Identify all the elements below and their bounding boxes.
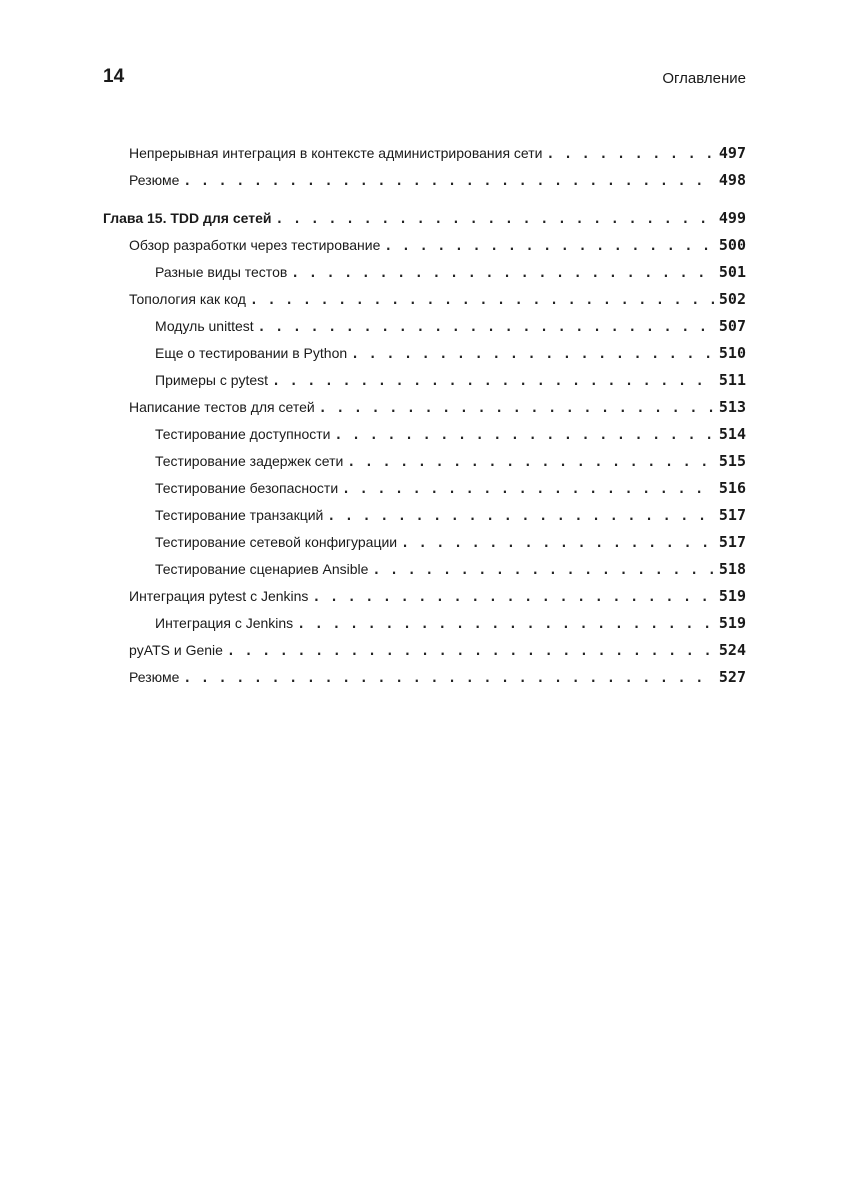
toc-entry-title: Тестирование безопасности bbox=[155, 480, 339, 496]
toc-entry-page-number: 517 bbox=[718, 533, 746, 551]
dot-leader bbox=[297, 611, 715, 638]
toc-entry-page-number: 524 bbox=[718, 641, 746, 659]
toc-entry-title: Топология как код bbox=[129, 291, 246, 307]
dot-leader bbox=[250, 287, 715, 314]
toc-entry-page-number: 514 bbox=[718, 425, 746, 443]
dot-leader bbox=[312, 584, 714, 611]
toc-entry-page-number: 515 bbox=[718, 452, 746, 470]
toc-entry[interactable] bbox=[103, 664, 746, 691]
toc-entry-title: Обзор разработки через тестирование bbox=[129, 237, 381, 253]
toc-entry-page-number: 497 bbox=[718, 144, 746, 162]
toc-entry-title: Еще о тестировании в Python bbox=[155, 345, 348, 361]
table-of-contents bbox=[103, 140, 746, 691]
toc-entry-title: Тестирование задержек сети bbox=[155, 453, 344, 469]
page-number: 14 bbox=[103, 66, 125, 87]
toc-section-chapter-15 bbox=[103, 232, 746, 691]
toc-entry-page-number: 511 bbox=[718, 371, 746, 389]
toc-entry-page-number: 519 bbox=[718, 587, 746, 605]
toc-entry[interactable] bbox=[103, 167, 746, 194]
toc-entry-page-number: 518 bbox=[718, 560, 746, 578]
dot-leader bbox=[342, 476, 715, 503]
toc-entry-title: Тестирование сетевой конфигурации bbox=[155, 534, 398, 550]
toc-entry[interactable] bbox=[103, 475, 746, 502]
toc-entry-page-number: 527 bbox=[718, 668, 746, 686]
toc-entry-title: Написание тестов для сетей bbox=[129, 399, 315, 415]
toc-entry[interactable] bbox=[103, 340, 746, 367]
toc-entry[interactable] bbox=[103, 259, 746, 286]
toc-entry[interactable] bbox=[103, 313, 746, 340]
toc-entry-page-number: 507 bbox=[718, 317, 746, 335]
toc-entry-title: Непрерывная интеграция в контексте администрирования сети bbox=[129, 145, 543, 161]
dot-leader bbox=[546, 141, 714, 168]
toc-entry-title: Резюме bbox=[129, 172, 180, 188]
toc-entry-page-number: 501 bbox=[718, 263, 746, 281]
toc-entry-page-number: 502 bbox=[718, 290, 746, 308]
dot-leader bbox=[276, 206, 715, 233]
dot-leader bbox=[258, 314, 715, 341]
toc-entry-title: Модуль unittest bbox=[155, 318, 254, 334]
chapter-page-number: 499 bbox=[718, 209, 746, 227]
chapter-title: Глава 15. TDD для сетей bbox=[103, 210, 272, 226]
dot-leader bbox=[291, 260, 715, 287]
toc-entry-title: Тестирование транзакций bbox=[155, 507, 324, 523]
dot-leader bbox=[183, 665, 715, 692]
toc-entry-title: Тестирование доступности bbox=[155, 426, 331, 442]
toc-entry[interactable] bbox=[103, 140, 746, 167]
dot-leader bbox=[227, 638, 715, 665]
toc-entry-page-number: 510 bbox=[718, 344, 746, 362]
toc-entry-title: Интеграция pytest с Jenkins bbox=[129, 588, 309, 604]
dot-leader bbox=[384, 233, 715, 260]
toc-entry-page-number: 500 bbox=[718, 236, 746, 254]
toc-entry[interactable] bbox=[103, 232, 746, 259]
running-head: Оглавление bbox=[662, 70, 746, 87]
dot-leader bbox=[351, 341, 715, 368]
toc-entry[interactable] bbox=[103, 529, 746, 556]
toc-entry-title: Примеры с pytest bbox=[155, 372, 269, 388]
toc-entry-page-number: 519 bbox=[718, 614, 746, 632]
toc-entry-page-number: 516 bbox=[718, 479, 746, 497]
section-gap bbox=[103, 194, 746, 205]
toc-entry[interactable] bbox=[103, 367, 746, 394]
toc-entry[interactable] bbox=[103, 394, 746, 421]
toc-entry-title: pyATS и Genie bbox=[129, 642, 223, 658]
toc-entry-title: Тестирование сценариев Ansible bbox=[155, 561, 369, 577]
toc-section-previous bbox=[103, 140, 746, 194]
toc-chapter-entry[interactable] bbox=[103, 205, 746, 232]
toc-entry-page-number: 517 bbox=[718, 506, 746, 524]
toc-entry-title: Разные виды тестов bbox=[155, 264, 288, 280]
dot-leader bbox=[327, 503, 715, 530]
toc-entry-page-number: 513 bbox=[718, 398, 746, 416]
toc-entry-page-number: 498 bbox=[718, 171, 746, 189]
toc-entry[interactable] bbox=[103, 448, 746, 475]
toc-entry[interactable] bbox=[103, 502, 746, 529]
toc-entry[interactable] bbox=[103, 286, 746, 313]
toc-entry[interactable] bbox=[103, 421, 746, 448]
dot-leader bbox=[372, 557, 714, 584]
dot-leader bbox=[347, 449, 715, 476]
toc-entry[interactable] bbox=[103, 583, 746, 610]
dot-leader bbox=[335, 422, 715, 449]
dot-leader bbox=[401, 530, 715, 557]
dot-leader bbox=[272, 368, 715, 395]
toc-entry[interactable] bbox=[103, 556, 746, 583]
toc-entry[interactable] bbox=[103, 637, 746, 664]
dot-leader bbox=[183, 168, 715, 195]
toc-entry-title: Резюме bbox=[129, 669, 180, 685]
toc-entry-title: Интеграция с Jenkins bbox=[155, 615, 294, 631]
toc-entry[interactable] bbox=[103, 610, 746, 637]
dot-leader bbox=[319, 395, 715, 422]
